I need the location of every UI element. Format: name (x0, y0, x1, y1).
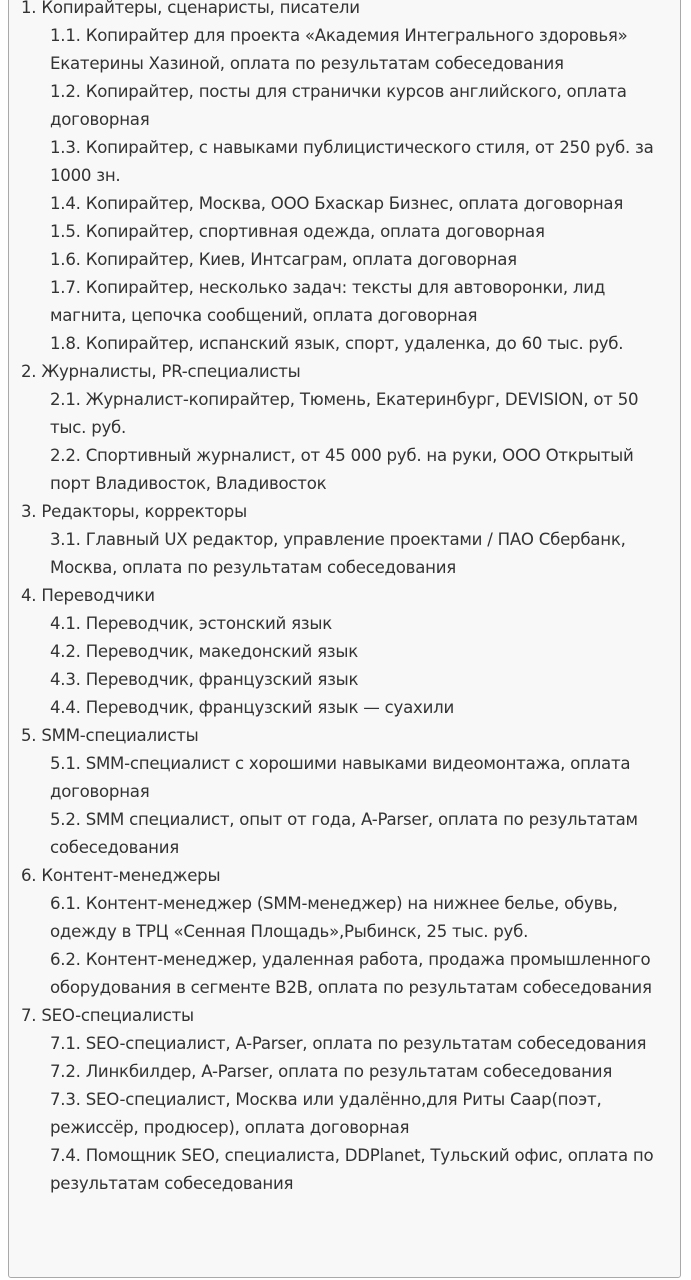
toc-item-link[interactable]: 1.1. Копирайтер для проекта «Академия Интегрального здоровья» Екатерины Хазиной, оплата по результатам собеседования (50, 26, 628, 73)
toc-section (21, 722, 681, 862)
toc-item-link[interactable]: 1.2. Копирайтер, посты для странички курсов английского, оплата договорная (50, 82, 627, 129)
toc-item-link[interactable]: 4.4. Переводчик, французский язык — суахили (50, 698, 455, 717)
toc-sublist (21, 526, 681, 582)
toc-sublist (21, 22, 681, 358)
table-of-contents (8, 0, 681, 1278)
toc-section-link[interactable]: 3. Редакторы, корректоры (21, 502, 247, 521)
toc-sublist (21, 750, 681, 862)
toc-section-link[interactable]: 7. SEO-специалисты (21, 1006, 194, 1025)
toc-item-link[interactable]: 7.4. Помощник SEO, специалиста, DDPlanet, Тульский офис, оплата по результатам собеседования (50, 1146, 654, 1193)
toc-section (21, 1002, 681, 1198)
toc-item-link[interactable]: 1.5. Копирайтер, спортивная одежда, оплата договорная (50, 222, 545, 241)
toc-item-link[interactable]: 5.1. SMM-специалист с хорошими навыками видеомонтажа, оплата договорная (50, 754, 631, 801)
toc-section-link[interactable]: 5. SMM-специалисты (21, 726, 199, 745)
toc-list (21, 0, 681, 1198)
toc-section (21, 862, 681, 1002)
toc-item-link[interactable]: 7.2. Линкбилдер, A-Parser, оплата по результатам собеседования (50, 1062, 613, 1081)
toc-section-link[interactable]: 6. Контент-менеджеры (21, 866, 221, 885)
toc-section (21, 358, 681, 498)
toc-item-link[interactable]: 6.1. Контент-менеджер (SMM-менеджер) на нижнее белье, обувь, одежду в ТРЦ «Сенная Площадь»,Рыбинск, 25 тыс. руб. (50, 894, 618, 941)
toc-section-link[interactable]: 2. Журналисты, PR-специалисты (21, 362, 301, 381)
toc-item-link[interactable]: 2.2. Спортивный журналист, от 45 000 руб. на руки, ООО Открытый порт Владивосток, Владивосток (50, 446, 634, 493)
toc-item-link[interactable]: 5.2. SMM специалист, опыт от года, A-Parser, оплата по результатам собеседования (50, 810, 638, 857)
toc-item-link[interactable]: 7.3. SEO-специалист, Москва или удалённо,для Риты Саар(поэт, режиссёр, продюсер), оплата договорная (50, 1090, 602, 1137)
toc-sublist (21, 386, 681, 498)
toc-section (21, 498, 681, 582)
toc-section-link[interactable]: 4. Переводчики (21, 586, 155, 605)
toc-section-link[interactable]: 1. Копирайтеры, сценаристы, писатели (21, 0, 360, 17)
toc-sublist (21, 1030, 681, 1198)
toc-section (21, 582, 681, 722)
toc-sublist (21, 890, 681, 1002)
toc-item-link[interactable]: 1.7. Копирайтер, несколько задач: тексты для автоворонки, лид магнита, цепочка сообщений, оплата договорная (50, 278, 606, 325)
toc-section (21, 0, 681, 358)
toc-item-link[interactable]: 6.2. Контент-менеджер, удаленная работа, продажа промышленного оборудования в сегменте B2B, оплата по результатам собеседования (50, 950, 652, 997)
toc-item-link[interactable]: 1.4. Копирайтер, Москва, ООО Бхаскар Бизнес, оплата договорная (50, 194, 624, 213)
toc-item-link[interactable]: 2.1. Журналист-копирайтер, Тюмень, Екатеринбург, DEVISION, от 50 тыс. руб. (50, 390, 639, 437)
toc-item-link[interactable]: 1.3. Копирайтер, с навыками публицистического стиля, от 250 руб. за 1000 зн. (50, 138, 654, 185)
toc-item-link[interactable]: 4.3. Переводчик, французский язык (50, 670, 359, 689)
toc-sublist (21, 610, 681, 722)
toc-item-link[interactable]: 4.1. Переводчик, эстонский язык (50, 614, 333, 633)
toc-item-link[interactable]: 7.1. SEO-специалист, A-Parser, оплата по результатам собеседования (50, 1034, 647, 1053)
toc-item-link[interactable]: 1.6. Копирайтер, Киев, Интсаграм, оплата договорная (50, 250, 517, 269)
toc-item-link[interactable]: 3.1. Главный UX редактор, управление проектами / ПАО Сбербанк, Москва, оплата по результатам собеседования (50, 530, 626, 577)
toc-item-link[interactable]: 4.2. Переводчик, македонский язык (50, 642, 358, 661)
toc-item-link[interactable]: 1.8. Копирайтер, испанский язык, спорт, удаленка, до 60 тыс. руб. (50, 334, 624, 353)
